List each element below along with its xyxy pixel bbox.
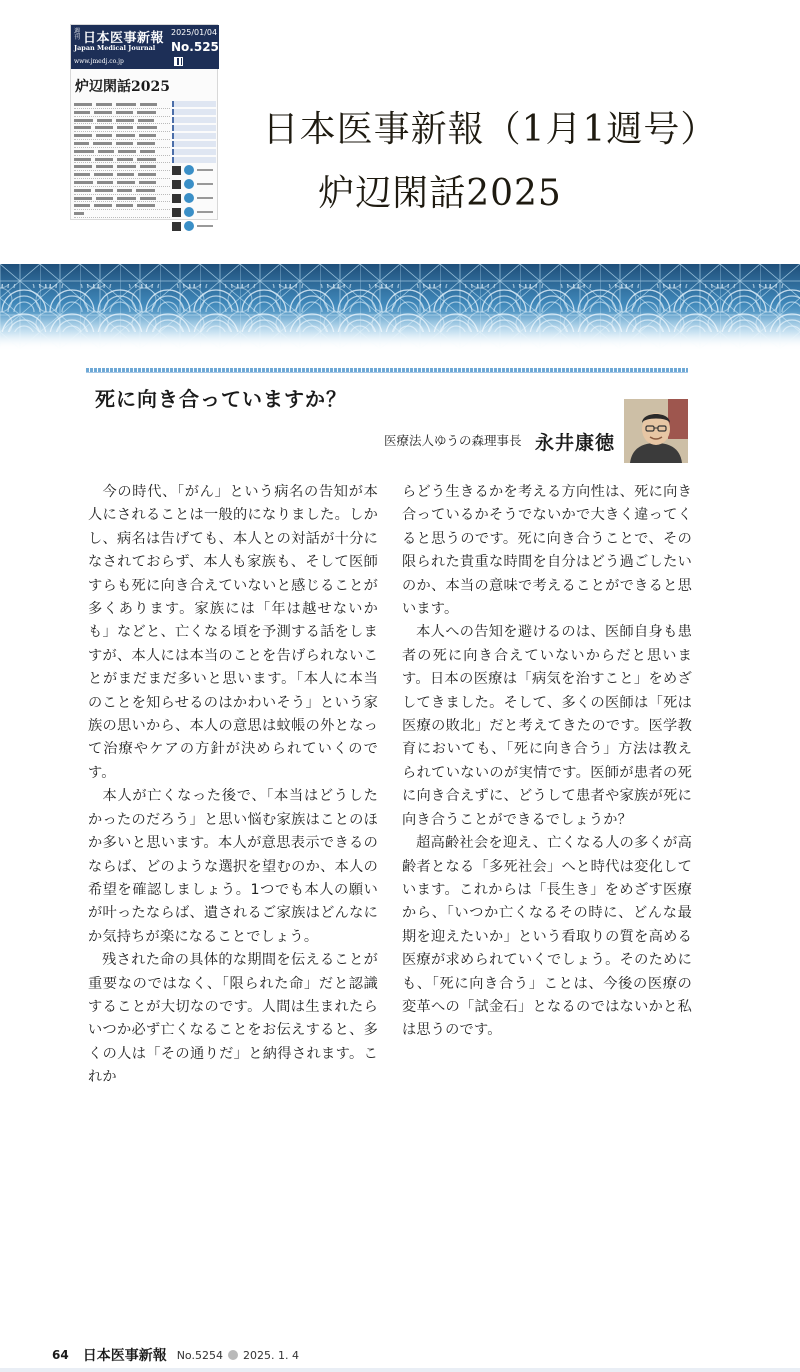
paragraph: 超高齢社会を迎え、亡くなる人の多くが高齢者となる「多死社会」へと時代は変化しています。これからは「長生き」をめざす医療から、「いつか亡くなるその時に、どんな最期を迎えたいか」という看取りの質を高める医療が求められていくでしょう。そのためにも、「死に向き合う」ことは、今後の医療の変革への「試金石」となるのではないかと私は思うのです。 [402,835,692,1039]
journal-cover-thumbnail [70,24,228,220]
separator-dot-icon [228,1350,238,1360]
footer-paper-name: 日本医事新報 [82,1348,167,1364]
page-title-line2: 炉辺閑話2025 [318,173,562,214]
portrait-icon [624,399,688,463]
paragraph: 本人が亡くなった後で、「本当はどうしたかったのだろう」と思い悩む家族はことのほか多いと思います。本人が意思表示できるのならば、どのような選択を望むのか、本人の希望を確認しましょう。1つでも本人の願いが叶ったならば、遺されるご家族はどんなにか気持ちが楽になることでしょう。 [88,788,378,945]
decorative-wave-band [0,264,800,350]
author-name: 永井康徳 [535,432,616,454]
page-footer [52,1347,299,1363]
author-photo [624,399,688,463]
cover-masthead [71,25,228,69]
paragraph: 残された命の具体的な期間を伝えることが重要なのではなく、「限られた命」だと認識することが大切なのです。人間は生まれたらいつか必ず亡くなることをお伝えすると、多くの人は「その通りだ」と納得されます。これか [88,952,378,1086]
cover-issue-number: No.5254 [171,40,228,54]
cover-paper-name: 日本医事新報 [83,31,165,46]
cover-title: 炉辺閑話2025 [75,79,170,95]
paragraph: 本人への告知を避けるのは、医師自身も患者の死に向き合えていないからだと思います。日本の医療は「病気を治すこと」をめざしてきました。そして、多くの医師は「死は医療の敗北」だと考えてきたのです。医学教育においても、「死に向き合う」方法は教えられていないのが実情です。医師が患者の死に向き合えずに、どうして患者や家族が死に向き合うことができるでしょうか？ [402,624,692,828]
cover-author-list [74,101,170,218]
cover-weekly-label: 週刊 [74,28,81,41]
paragraph-continued: らどう生きるかを考える方向性は、死に向き合っているかそうでないかで大きく違ってくると思うのです。死に向き合うことで、その限られた貴重な時間を自分はどう過ごしたいのか、本当の意味で考えることができると思います。 [402,484,692,618]
cover-date: 2025/01/04 [171,28,218,37]
qr-code-icon [174,57,183,66]
article-body-left-column [88,481,378,1090]
wave-pattern-icon [0,264,800,350]
article-body-right-column [402,481,692,1043]
footer-rule [0,1368,800,1372]
section-divider [86,368,688,372]
paragraph: 今の時代、「がん」という病名の告知が本人にされることは一般的になりました。しかし、病名は告げても、本人との対話が十分になされておらず、本人も家族も、そして医師すらも死に向き合えていないと感じることが多くあります。家族には「年は越せないかも」などと、亡くなる頃を予測する話をしますが、本人には本当のことを告げられないことがまだまだ多いと思います。「本人に本当のことを知らせるのはかわいそう」という家族の思いから、本人の意思は蚊帳の外となって治療やケアの方針が決められていくのです。 [88,484,378,781]
cover-url: www.jmedj.co.jp [74,58,124,65]
author-affiliation: 医療法人ゆうの森理事長 [384,433,522,448]
footer-issue: No.5254 [176,1348,223,1362]
footer-date: 2025. 1. 4 [242,1348,299,1362]
page-title-line1: 日本医事新報（1月1週号） [262,109,718,150]
page-number: 64 [52,1348,69,1362]
cover-english-name: Japan Medical Journal [74,44,156,52]
article-title: 死に向き合っていますか？ [95,387,347,411]
